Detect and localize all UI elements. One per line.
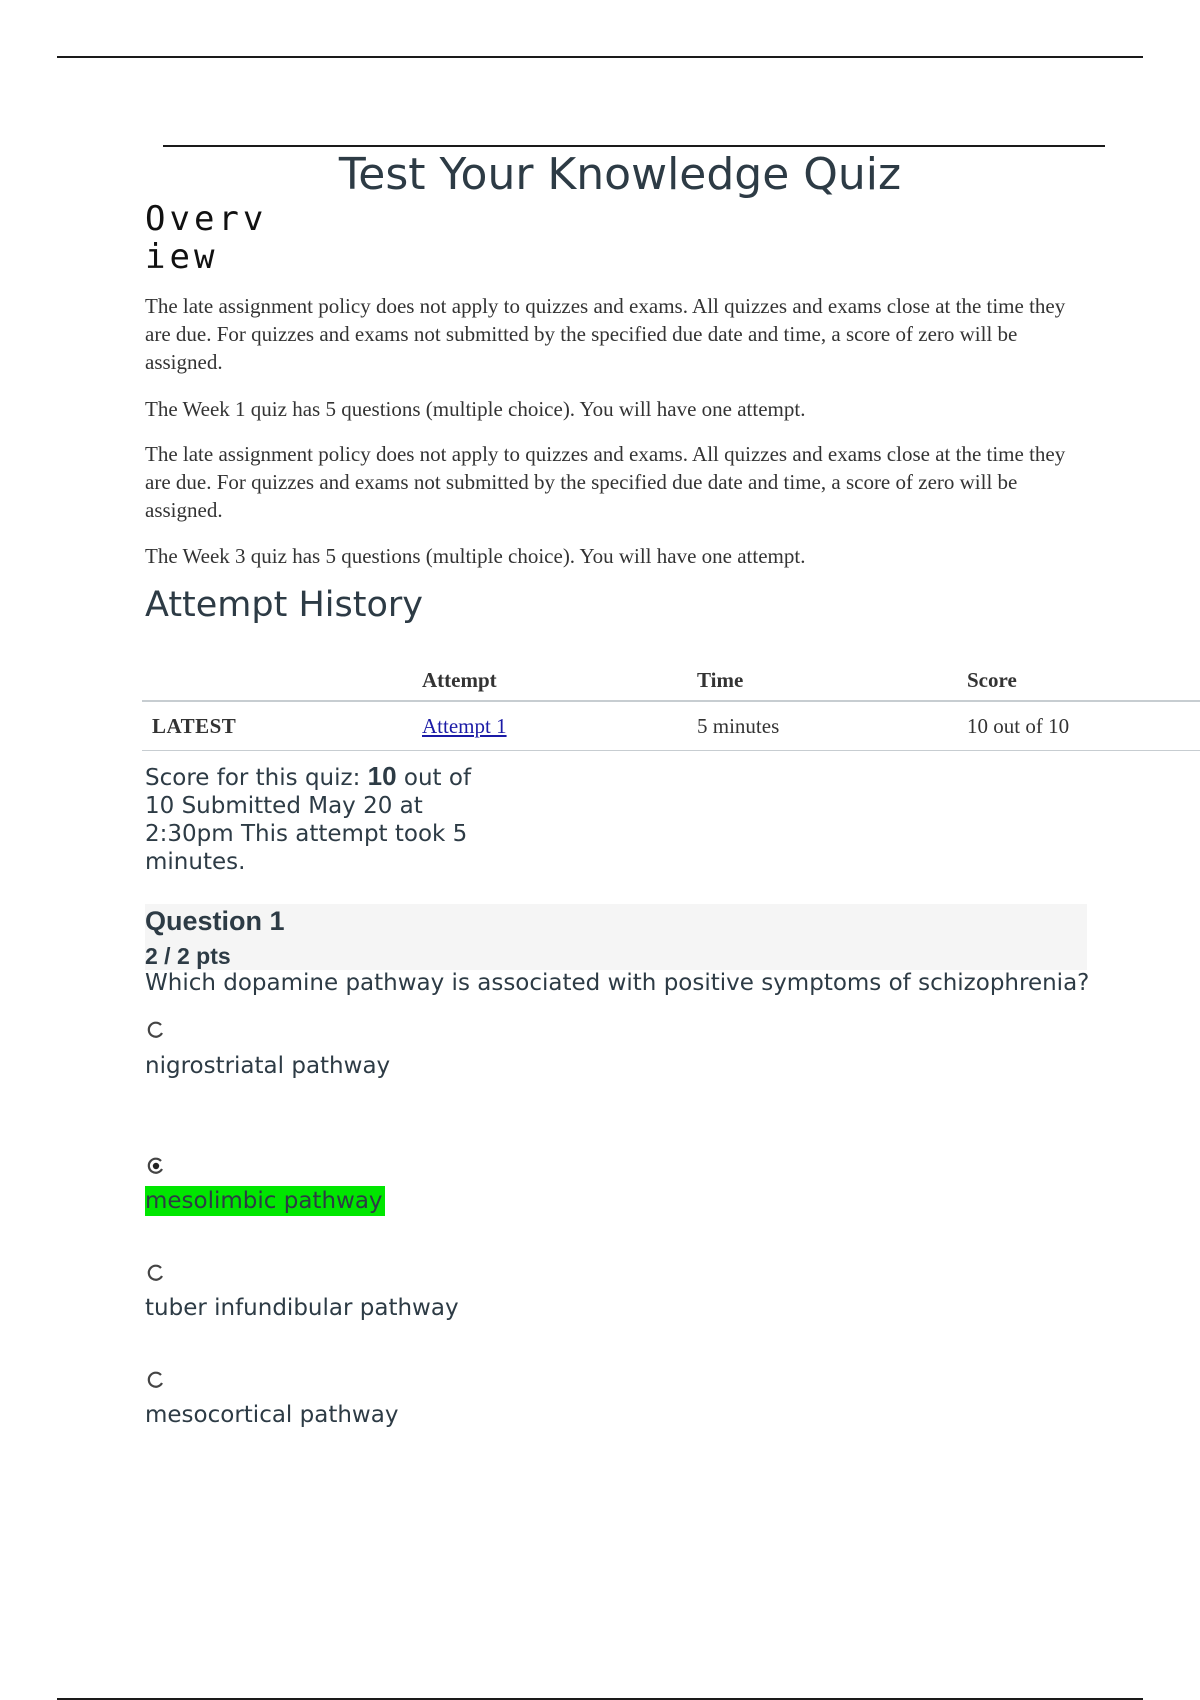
answer-option: tuber infundibular pathway — [145, 1295, 459, 1321]
table-row — [142, 701, 1200, 751]
question-points: 2 / 2 pts — [145, 943, 231, 969]
question-title: Question 1 — [145, 906, 285, 936]
overview-heading-line1: Overv — [145, 199, 268, 239]
score-value: 10 — [367, 761, 397, 791]
title-rule — [163, 145, 1105, 147]
column-header-time: Time — [697, 667, 744, 692]
radio-selected-icon[interactable] — [147, 1157, 165, 1175]
question-header-background — [145, 904, 1087, 970]
time-cell: 5 minutes — [697, 713, 780, 738]
radio-unselected-icon[interactable] — [147, 1371, 165, 1389]
attempt-history-heading: Attempt History — [145, 585, 423, 625]
policy-paragraph: The late assignment policy does not apply to quizzes and exams. All quizzes and exams close at the time they are due. For quizzes and exams not submitted by the specified due date and time, a score of zero will be assigned. — [145, 294, 1066, 374]
attempt-cell — [412, 701, 687, 751]
page-title: Test Your Knowledge Quiz — [338, 149, 902, 200]
overview-heading-line2: iew — [145, 237, 219, 277]
question-text: Which dopamine pathway is associated with positive symptoms of schizophrenia? — [145, 970, 1090, 996]
week3-info-paragraph: The Week 3 quiz has 5 questions (multiple choice). You will have one attempt. — [145, 544, 806, 568]
score-summary-prefix: Score for this quiz: — [145, 765, 368, 791]
score-summary — [145, 762, 475, 876]
score-summary-suffix: out of 10 Submitted May 20 at 2:30pm This attempt took 5 minutes. — [145, 765, 472, 875]
radio-unselected-icon[interactable] — [147, 1264, 165, 1282]
week1-info-paragraph: The Week 1 quiz has 5 questions (multiple choice). You will have one attempt. — [145, 397, 806, 421]
column-header-attempt: Attempt — [422, 667, 497, 692]
latest-label: LATEST — [152, 713, 237, 738]
column-header-score: Score — [967, 667, 1017, 692]
correct-answer-option: mesolimbic pathway — [145, 1188, 383, 1214]
column-header-blank — [142, 660, 412, 701]
answer-option: nigrostriatal pathway — [145, 1053, 391, 1079]
attempt-history-table — [142, 660, 1200, 751]
radio-unselected-icon[interactable] — [147, 1021, 165, 1039]
page-top-rule — [57, 56, 1143, 58]
score-cell: 10 out of 10 — [967, 713, 1070, 738]
policy-paragraph: The late assignment policy does not apply to quizzes and exams. All quizzes and exams close at the time they are due. For quizzes and exams not submitted by the specified due date and time, a score of zero will be assigned. — [145, 442, 1066, 522]
table-header-row — [142, 660, 1200, 701]
answer-option: mesocortical pathway — [145, 1402, 399, 1428]
attempt-1-link[interactable]: Attempt 1 — [422, 713, 507, 738]
